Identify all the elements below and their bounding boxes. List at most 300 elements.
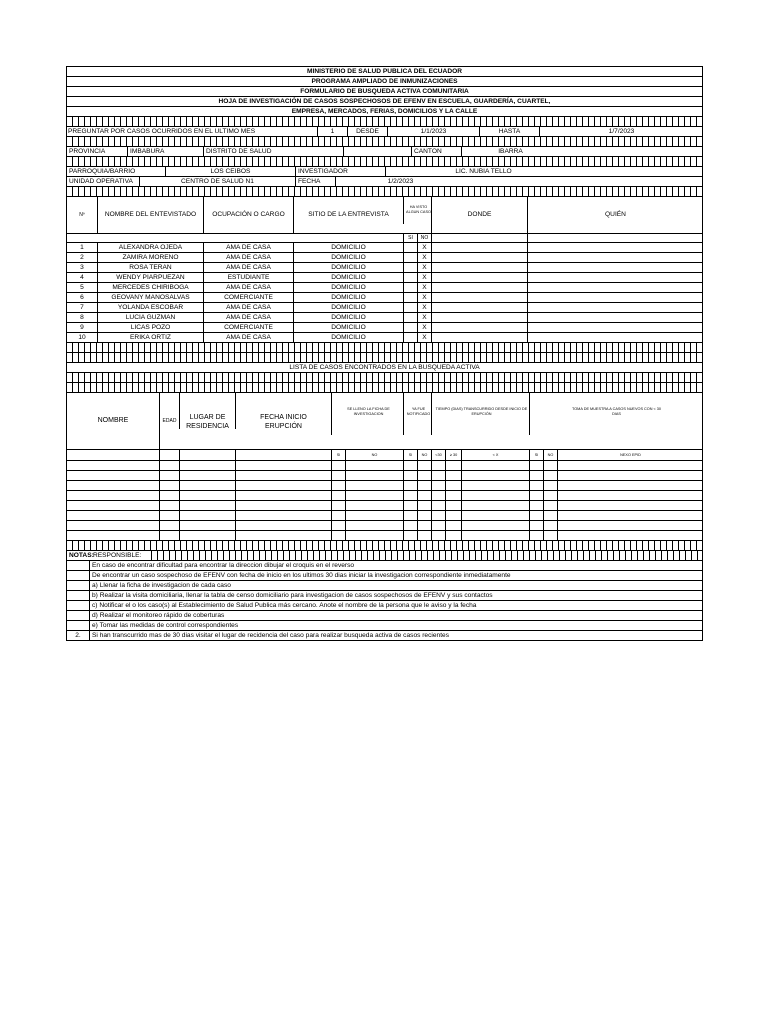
- cell-empty[interactable]: [529, 491, 543, 500]
- cell-empty[interactable]: [461, 481, 529, 490]
- table-row: [66, 282, 703, 292]
- cell-no[interactable]: X: [417, 283, 431, 292]
- cell-empty[interactable]: [461, 471, 529, 480]
- cell-empty[interactable]: [417, 511, 431, 520]
- cell-empty[interactable]: [67, 521, 159, 530]
- grid-row: [66, 372, 703, 382]
- cell-empty[interactable]: [445, 521, 461, 530]
- cell-si[interactable]: [403, 283, 417, 292]
- unidad-value[interactable]: CENTRO DE SALUD N1: [139, 177, 295, 186]
- cell-sitio[interactable]: DOMICILIO: [293, 303, 403, 312]
- grid-row: [66, 156, 703, 166]
- note-2-text: De encontrar un caso sospechoso de EFENV con fecha de inicio en los ultimos 30 dias iniciar la investigacion correspondiente inmediatamente: [89, 571, 703, 580]
- cell-empty[interactable]: [403, 511, 417, 520]
- note-c-text: c) Notificar el o los caso(s) al Establecimiento de Salud Publica más cercano. Anote el nombre de la persona que le aviso y la fecha: [89, 601, 703, 610]
- cell-empty[interactable]: [179, 491, 235, 500]
- cell-sitio[interactable]: DOMICILIO: [293, 293, 403, 302]
- distrito-value[interactable]: [343, 147, 411, 156]
- cell-nombre[interactable]: YOLANDA ESCOBAR: [97, 303, 203, 312]
- cell-no[interactable]: X: [417, 333, 431, 342]
- cell-si[interactable]: [403, 293, 417, 302]
- cell-empty[interactable]: [403, 481, 417, 490]
- note-d-text: d) Realizar el monitoreo rápido de coberturas: [89, 611, 249, 620]
- table-row: [66, 312, 703, 322]
- sub-si: SI: [403, 450, 417, 460]
- cell-empty[interactable]: [179, 481, 235, 490]
- cell-empty[interactable]: [431, 461, 445, 470]
- cell-empty[interactable]: [67, 471, 159, 480]
- th-donde: DONDE: [431, 197, 527, 233]
- cell-empty[interactable]: [67, 501, 159, 510]
- th2-ficha: SE LLENO LA FICHA DE INVESTIGACION: [331, 393, 403, 435]
- cell-empty[interactable]: [345, 521, 403, 530]
- cell-empty[interactable]: [403, 501, 417, 510]
- cell-empty[interactable]: [461, 491, 529, 500]
- sub-x: < X: [461, 450, 529, 460]
- cell-empty[interactable]: [557, 501, 703, 510]
- cell-ocup[interactable]: AMA DE CASA: [203, 243, 293, 252]
- parroquia-row: [66, 166, 703, 176]
- cell-si[interactable]: [403, 243, 417, 252]
- cell-empty[interactable]: [159, 531, 179, 540]
- sub-no: NO: [345, 450, 403, 460]
- cell-empty[interactable]: [179, 511, 235, 520]
- ask-value[interactable]: 1: [317, 127, 347, 136]
- th2-tiempo: TIEMPO (DIAS) TRANSCURRIDO DESDE INICIO DE ERUPCIÓN: [431, 393, 529, 435]
- table-row: [66, 252, 703, 262]
- investigador-label: INVESTIGADOR: [295, 167, 385, 176]
- sub-si: SI: [331, 450, 345, 460]
- note-e-text: e) Tomar las medidas de control correspondientes: [89, 621, 269, 630]
- cell-empty[interactable]: [331, 471, 345, 480]
- cell-empty[interactable]: [529, 461, 543, 470]
- table-row: [66, 242, 703, 252]
- cell-empty[interactable]: [461, 461, 529, 470]
- cell-si[interactable]: [403, 303, 417, 312]
- cell-empty[interactable]: [461, 531, 529, 540]
- th-quien: QUIÉN: [527, 197, 703, 233]
- note-1-text: En caso de encontrar dificultad para encontrar la direccion dibujar el croquis en el reverso: [89, 561, 703, 570]
- cell-empty[interactable]: [403, 521, 417, 530]
- cell-empty[interactable]: [543, 461, 557, 470]
- cell-empty[interactable]: [461, 521, 529, 530]
- desde-value[interactable]: 1/1/2023: [387, 127, 479, 136]
- cell-ocup[interactable]: AMA DE CASA: [203, 263, 293, 272]
- th-ocupacion: OCUPACIÓN O CARGO: [203, 197, 293, 233]
- fecha-label: FECHA: [295, 177, 335, 186]
- canton-label: CANTON: [411, 147, 461, 156]
- note-b-text: b) Realizar la visita domiciliaria, llenar la tabla de censo domiciliario para investigacion de casos sospechosos de EFENV y sus contactos: [89, 591, 703, 600]
- cell-no[interactable]: X: [417, 303, 431, 312]
- cell-empty[interactable]: [345, 531, 403, 540]
- cell-empty[interactable]: [331, 461, 345, 470]
- cell-empty[interactable]: [345, 491, 403, 500]
- grid-row: [66, 186, 703, 196]
- th2-lugar: LUGAR DE RESIDENCIA: [179, 393, 235, 429]
- note-a: [66, 580, 703, 590]
- cell-si[interactable]: [403, 323, 417, 332]
- cell-empty[interactable]: [543, 491, 557, 500]
- cell-empty[interactable]: [431, 263, 527, 272]
- provincia-label: PROVINCIA: [69, 148, 106, 155]
- note-3-num: 2.: [75, 632, 81, 639]
- cell-empty[interactable]: [529, 531, 543, 540]
- table2-title: LISTA DE CASOS ENCONTRADOS EN LA BUSQUEDA ACTIVA: [66, 362, 703, 372]
- cell-nombre[interactable]: MERCEDES CHIRIBOGA: [97, 283, 203, 292]
- desde-label: DESDE: [347, 127, 387, 136]
- cell-empty[interactable]: [159, 481, 179, 490]
- cell-empty[interactable]: [235, 521, 331, 530]
- cell-empty[interactable]: [345, 481, 403, 490]
- th-num: Nº: [79, 212, 85, 218]
- cell-empty[interactable]: [557, 521, 703, 530]
- cell-sitio[interactable]: DOMICILIO: [293, 253, 403, 262]
- cell-empty[interactable]: [431, 253, 527, 262]
- cell-empty[interactable]: [417, 531, 431, 540]
- responsible-label: RESPONSIBLE:: [93, 552, 142, 559]
- note-a-text: a) Llenar la ficha de investigacion de cada caso: [89, 581, 269, 590]
- header-line-4: HOJA DE INVESTIGACIÓN DE CASOS SOSPECHOSOS DE EFENV EN ESCUELA, GUARDERÍA, CUARTEL,: [66, 96, 703, 106]
- cell-empty[interactable]: [431, 481, 445, 490]
- cell-empty[interactable]: [543, 531, 557, 540]
- cell-n[interactable]: 10: [78, 334, 86, 341]
- cell-n[interactable]: 8: [80, 314, 84, 321]
- table-row: [66, 500, 703, 510]
- cell-empty[interactable]: [527, 303, 703, 312]
- th-nombre: NOMBRE DEL ENTEVISTADO: [97, 197, 203, 233]
- cell-empty[interactable]: [543, 511, 557, 520]
- cell-nombre[interactable]: ZAMIRA MORENO: [97, 253, 203, 262]
- table1-subheader: [66, 233, 703, 242]
- cell-empty[interactable]: [445, 461, 461, 470]
- note-c: [66, 600, 703, 610]
- cell-empty[interactable]: [431, 333, 527, 342]
- cell-empty[interactable]: [529, 521, 543, 530]
- th2-edad: EDAD: [159, 393, 179, 449]
- cell-empty[interactable]: [235, 511, 331, 520]
- cell-empty[interactable]: [417, 521, 431, 530]
- cell-n[interactable]: 9: [80, 324, 84, 331]
- sub-epid: NEXO EPID: [557, 450, 703, 460]
- table-row: [66, 520, 703, 530]
- cell-ocup[interactable]: AMA DE CASA: [203, 253, 293, 262]
- cell-empty[interactable]: [527, 263, 703, 272]
- investigador-value[interactable]: LIC. NUBIA TELLO: [385, 167, 581, 176]
- cell-empty[interactable]: [345, 511, 403, 520]
- cell-empty[interactable]: [417, 471, 431, 480]
- parroquia-value[interactable]: LOS CEIBOS: [165, 167, 295, 176]
- notes-row: [66, 550, 703, 560]
- note-3: [66, 630, 703, 641]
- cell-empty[interactable]: [431, 531, 445, 540]
- fecha-value[interactable]: 1/2/2023: [335, 177, 465, 186]
- table2-header: [66, 392, 703, 449]
- table-row: [66, 292, 703, 302]
- unidad-row: [66, 176, 703, 186]
- cell-empty[interactable]: [179, 531, 235, 540]
- cell-empty[interactable]: [159, 501, 179, 510]
- cell-empty[interactable]: [557, 491, 703, 500]
- cell-n[interactable]: 6: [80, 294, 84, 301]
- cell-empty[interactable]: [345, 471, 403, 480]
- cell-empty[interactable]: [543, 471, 557, 480]
- cell-si[interactable]: [403, 273, 417, 282]
- cell-si[interactable]: [403, 253, 417, 262]
- th-si: SI: [403, 234, 417, 242]
- cell-sitio[interactable]: DOMICILIO: [293, 323, 403, 332]
- cell-nombre[interactable]: ROSA TERAN: [97, 263, 203, 272]
- cell-empty[interactable]: [67, 491, 159, 500]
- note-d: [66, 610, 703, 620]
- cell-sitio[interactable]: DOMICILIO: [293, 313, 403, 322]
- cell-empty[interactable]: [179, 461, 235, 470]
- cell-no[interactable]: X: [417, 253, 431, 262]
- sub-lt30: <30: [431, 450, 445, 460]
- table-row: [66, 322, 703, 332]
- table1-body: [66, 242, 703, 342]
- table-row: [66, 272, 703, 282]
- header-line-3: FORMULARIO DE BUSQUEDA ACTIVA COMUNITARIA: [66, 86, 703, 96]
- cell-empty[interactable]: [331, 531, 345, 540]
- cell-empty[interactable]: [431, 501, 445, 510]
- notes-label: NOTAS:: [69, 552, 94, 559]
- cell-empty[interactable]: [529, 511, 543, 520]
- cell-empty[interactable]: [445, 511, 461, 520]
- cell-empty[interactable]: [403, 491, 417, 500]
- cell-no[interactable]: X: [417, 243, 431, 252]
- cell-empty[interactable]: [557, 471, 703, 480]
- cell-empty[interactable]: [543, 481, 557, 490]
- cell-empty[interactable]: [179, 471, 235, 480]
- table2-subheader: [66, 449, 703, 460]
- cell-empty[interactable]: [431, 303, 527, 312]
- table-row: [66, 530, 703, 540]
- cell-empty[interactable]: [527, 273, 703, 282]
- hasta-label: HASTA: [479, 127, 539, 136]
- cell-empty[interactable]: [331, 511, 345, 520]
- cell-empty[interactable]: [67, 531, 159, 540]
- cell-ocup[interactable]: COMERCIANTE: [203, 293, 293, 302]
- cell-empty[interactable]: [331, 491, 345, 500]
- grid-row: [66, 116, 703, 126]
- header-line-5: EMPRESA, MERCADOS, FERIAS, DOMICILIOS Y LA CALLE: [66, 106, 703, 116]
- cell-empty[interactable]: [445, 481, 461, 490]
- distrito-label: DISTRITO DE SALUD: [203, 147, 343, 156]
- cell-empty[interactable]: [235, 491, 331, 500]
- th2-fecha: FECHA INICIO ERUPCIÓN: [235, 393, 331, 429]
- provincia-row: [66, 146, 703, 156]
- table-row: [66, 332, 703, 342]
- cell-empty[interactable]: [417, 501, 431, 510]
- cell-empty[interactable]: [529, 501, 543, 510]
- cell-empty[interactable]: [235, 471, 331, 480]
- th2-muestra: TOMA DE MUESTRA A CASOS NUEVOS CON < 30 DIAS: [529, 393, 703, 435]
- parroquia-label: PARROQUIA/BARRIO: [69, 168, 136, 175]
- cell-empty[interactable]: [445, 531, 461, 540]
- cell-empty[interactable]: [529, 471, 543, 480]
- cell-no[interactable]: X: [417, 293, 431, 302]
- cell-empty[interactable]: [445, 491, 461, 500]
- table-row: [66, 510, 703, 520]
- cell-empty[interactable]: [67, 511, 159, 520]
- cell-empty[interactable]: [431, 511, 445, 520]
- cell-ocup[interactable]: AMA DE CASA: [203, 313, 293, 322]
- cell-empty[interactable]: [331, 481, 345, 490]
- cell-n[interactable]: 1: [80, 244, 84, 251]
- cell-empty[interactable]: [345, 461, 403, 470]
- table-row: [66, 262, 703, 272]
- sub-ge30: ≥ 30: [445, 450, 461, 460]
- cell-nombre[interactable]: GEOVANY MANOSALVAS: [97, 293, 203, 302]
- cell-empty[interactable]: [331, 521, 345, 530]
- grid-row: [66, 352, 703, 362]
- cell-empty[interactable]: [417, 481, 431, 490]
- cell-empty[interactable]: [179, 521, 235, 530]
- cell-empty[interactable]: [431, 491, 445, 500]
- cell-no[interactable]: X: [417, 313, 431, 322]
- cell-empty[interactable]: [159, 471, 179, 480]
- cell-empty[interactable]: [159, 511, 179, 520]
- table-row: [66, 470, 703, 480]
- cell-ocup[interactable]: COMERCIANTE: [203, 323, 293, 332]
- cell-empty[interactable]: [529, 481, 543, 490]
- table-row: [66, 302, 703, 312]
- table-row: [66, 490, 703, 500]
- cell-n[interactable]: 3: [80, 264, 84, 271]
- cell-empty[interactable]: [557, 481, 703, 490]
- table-row: [66, 460, 703, 470]
- grid-row: [66, 342, 703, 352]
- cell-empty[interactable]: [403, 461, 417, 470]
- note-2: [66, 570, 703, 580]
- cell-empty[interactable]: [527, 313, 703, 322]
- cell-empty[interactable]: [527, 323, 703, 332]
- cell-empty[interactable]: [235, 501, 331, 510]
- hasta-value[interactable]: 1/7/2023: [539, 127, 703, 136]
- cell-empty[interactable]: [431, 283, 527, 292]
- note-3-text: Si han transcurrido mas de 30 dias visitar el lugar de recidencia del caso para realizar busqueda activa de casos recientes: [89, 631, 703, 640]
- th2-nombre: NOMBRE: [97, 417, 129, 424]
- cell-n[interactable]: 5: [80, 284, 84, 291]
- header-line-2: PROGRAMA AMPLIADO DE INMUNIZACIONES: [66, 76, 703, 86]
- cell-empty[interactable]: [431, 293, 527, 302]
- cell-nombre[interactable]: WENDY PIARPUEZAN: [97, 273, 203, 282]
- cell-sitio[interactable]: DOMICILIO: [293, 273, 403, 282]
- cell-empty[interactable]: [235, 481, 331, 490]
- cell-empty[interactable]: [445, 471, 461, 480]
- cell-n[interactable]: 4: [80, 274, 84, 281]
- header-line-1: MINISTERIO DE SALUD PUBLICA DEL ECUADOR: [66, 66, 703, 76]
- grid-row: [66, 136, 703, 146]
- cell-empty[interactable]: [67, 461, 159, 470]
- cell-empty[interactable]: [557, 461, 703, 470]
- cell-empty[interactable]: [445, 501, 461, 510]
- cell-nombre[interactable]: ERIKA ORTIZ: [97, 333, 203, 342]
- cell-no[interactable]: X: [417, 273, 431, 282]
- cell-empty[interactable]: [159, 461, 179, 470]
- cell-empty[interactable]: [431, 323, 527, 332]
- cell-empty[interactable]: [179, 501, 235, 510]
- cell-ocup[interactable]: AMA DE CASA: [203, 283, 293, 292]
- cell-ocup[interactable]: AMA DE CASA: [203, 333, 293, 342]
- cell-empty[interactable]: [403, 471, 417, 480]
- cell-empty[interactable]: [527, 293, 703, 302]
- cell-empty[interactable]: [331, 501, 345, 510]
- ask-row: [66, 126, 703, 136]
- cell-empty[interactable]: [417, 491, 431, 500]
- cell-sitio[interactable]: DOMICILIO: [293, 283, 403, 292]
- cell-empty[interactable]: [67, 481, 159, 490]
- cell-empty[interactable]: [557, 511, 703, 520]
- cell-empty[interactable]: [527, 243, 703, 252]
- cell-empty[interactable]: [345, 501, 403, 510]
- cell-no[interactable]: X: [417, 263, 431, 272]
- cell-empty[interactable]: [543, 521, 557, 530]
- th-visto: HA VISTO ALGUN CASO: [403, 197, 431, 224]
- cell-empty[interactable]: [403, 531, 417, 540]
- cell-empty[interactable]: [557, 531, 703, 540]
- cell-empty[interactable]: [235, 531, 331, 540]
- cell-empty[interactable]: [417, 461, 431, 470]
- cell-empty[interactable]: [431, 273, 527, 282]
- cell-nombre[interactable]: LICAS POZO: [97, 323, 203, 332]
- cell-empty[interactable]: [431, 521, 445, 530]
- cell-empty[interactable]: [527, 253, 703, 262]
- sub-si: SI: [529, 450, 543, 460]
- cell-ocup[interactable]: AMA DE CASA: [203, 303, 293, 312]
- cell-empty[interactable]: [431, 471, 445, 480]
- cell-sitio[interactable]: DOMICILIO: [293, 333, 403, 342]
- grid-row: [66, 382, 703, 392]
- cell-si[interactable]: [403, 333, 417, 342]
- cell-ocup[interactable]: ESTUDIANTE: [203, 273, 293, 282]
- cell-empty[interactable]: [431, 313, 527, 322]
- cell-si[interactable]: [403, 263, 417, 272]
- cell-n[interactable]: 7: [80, 304, 84, 311]
- cell-empty[interactable]: [159, 491, 179, 500]
- cell-n[interactable]: 2: [80, 254, 84, 261]
- th-no: NO: [417, 234, 431, 242]
- grid-row: [66, 540, 703, 550]
- table2-body: [66, 460, 703, 540]
- sub-no: NO: [543, 450, 557, 460]
- cell-nombre[interactable]: LUCIA GUZMAN: [97, 313, 203, 322]
- cell-empty[interactable]: [159, 521, 179, 530]
- cell-empty[interactable]: [461, 511, 529, 520]
- note-e: [66, 620, 703, 630]
- ask-label: PREGUNTAR POR CASOS OCURRIDOS EN EL ULTIMO MES: [68, 128, 256, 135]
- form-sheet: [66, 66, 703, 641]
- cell-empty[interactable]: [527, 333, 703, 342]
- cell-empty[interactable]: [543, 501, 557, 510]
- sub-no: NO: [417, 450, 431, 460]
- note-b: [66, 590, 703, 600]
- note-1: [66, 560, 703, 570]
- provincia-value[interactable]: IMBABURA: [127, 147, 203, 156]
- unidad-label: UNIDAD OPERATIVA: [69, 178, 133, 185]
- cell-nombre[interactable]: ALEXANDRA OJEDA: [97, 243, 203, 252]
- cell-si[interactable]: [403, 313, 417, 322]
- cell-sitio[interactable]: DOMICILIO: [293, 243, 403, 252]
- cell-sitio[interactable]: DOMICILIO: [293, 263, 403, 272]
- table-row: [66, 480, 703, 490]
- cell-empty[interactable]: [461, 501, 529, 510]
- cell-empty[interactable]: [235, 461, 331, 470]
- cell-no[interactable]: X: [417, 323, 431, 332]
- cell-empty[interactable]: [527, 283, 703, 292]
- cell-empty[interactable]: [431, 243, 527, 252]
- canton-value[interactable]: IBARRA: [461, 147, 559, 156]
